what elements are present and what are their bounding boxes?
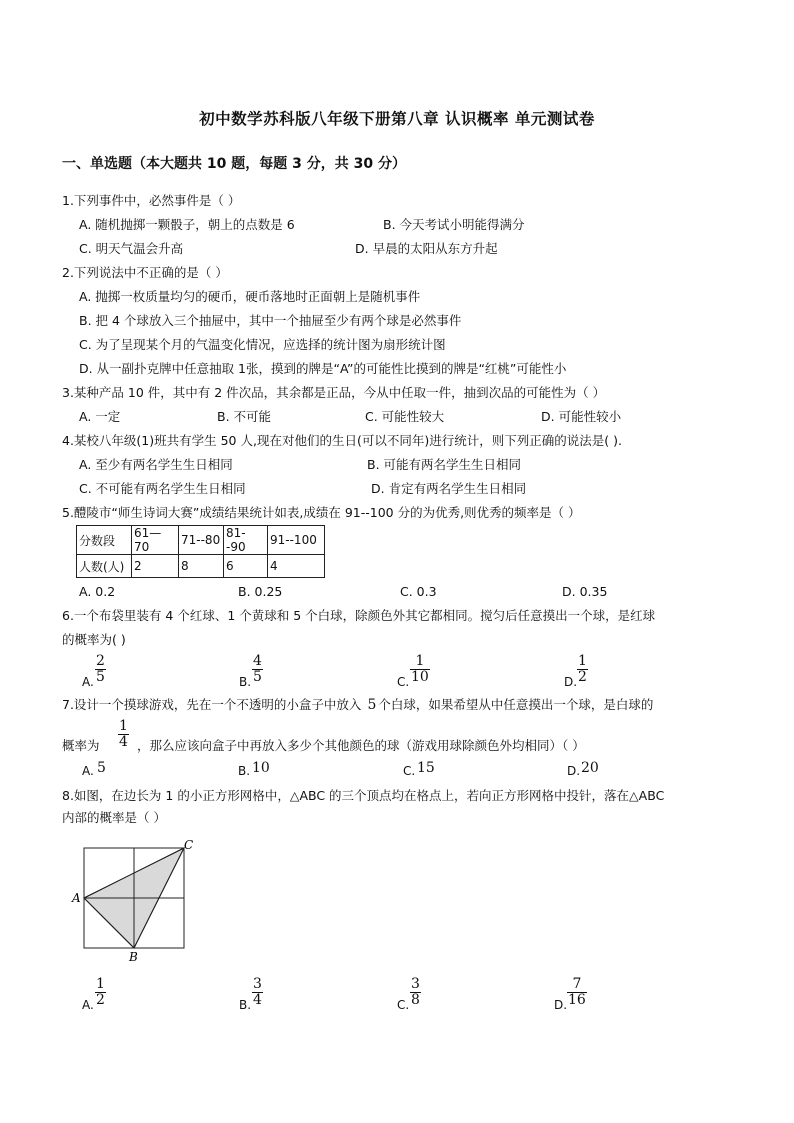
q4-option-d[interactable]: D. 肯定有两名学生生日相同 [371,481,527,496]
q5-option-c[interactable]: C. 0.3 [400,584,437,599]
table-cell: 分数段 [77,526,132,555]
q5-option-d[interactable]: D. 0.35 [562,584,608,599]
q4-stem: 4.某校八年级(1)班共有学生 50 人,现在对他们的生日(可以不同年)进行统计，则下列正确的说法是( ). [62,433,622,448]
table-cell: 人数(人) [77,555,132,578]
section-heading: 一、单选题（本大题共 10 题，每题 3 分，共 30 分） [62,156,406,172]
q7-stem-line2-end: ，那么应该向盒子中再放入多少个其他颜色的球（游戏用球除颜色外均相同）（ ） [137,738,585,753]
fraction-denominator: 4 [119,734,128,750]
q3-option-c[interactable]: C. 可能性较大 [365,409,445,424]
q1-option-a[interactable]: A. 随机抛掷一颗骰子，朝上的点数是 6 [79,217,295,232]
fraction-numerator: 7 [567,977,587,993]
q2-option-c[interactable]: C. 为了呈现某个月的气温变化情况，应选择的统计图为扇形统计图 [79,337,446,352]
q6-option-c-fraction[interactable] [410,654,430,685]
q3-option-a[interactable]: A. 一定 [79,409,121,424]
fraction-denominator: 2 [96,992,105,1008]
q7-stem-text: 个白球，如果希望从中任意摸出一个球，是白球的 [378,697,654,712]
q7-option-a-label[interactable]: A. [82,764,94,778]
q7-option-d-value[interactable]: 20 [581,760,599,776]
q4-option-c[interactable]: C. 不可能有两名学生生日相同 [79,481,246,496]
q6-option-a-label[interactable]: A. [82,675,94,689]
vertex-label-b: B [129,950,138,964]
q2-option-b[interactable]: B. 把 4 个球放入三个抽屉中，其中一个抽屉至少有两个球是必然事件 [79,313,462,328]
q1-option-b[interactable]: B. 今天考试小明能得满分 [383,217,525,232]
q3-stem: 3.某种产品 10 件，其中有 2 件次品，其余都是正品，今从中任取一件，抽到次品的可能性为（ ） [62,385,606,400]
q8-option-c-fraction[interactable] [410,977,421,1008]
q8-option-d-fraction[interactable] [567,977,587,1008]
q6-option-d-label[interactable]: D. [564,675,578,689]
fraction-denominator: 10 [411,669,429,685]
q5-stem: 5.醴陵市“师生诗词大赛”成绩结果统计如表,成绩在 91--100 分的为优秀,则优秀的频率是（ ） [62,505,581,520]
q7-ball-count: 5 [367,697,377,713]
q8-option-b-label[interactable]: B. [239,998,252,1012]
q2-option-d[interactable]: D. 从一副扑克牌中任意抽取 1张，摸到的牌是“A”的可能性比摸到的牌是“红桃”可能性小 [79,361,567,376]
table-cell: 91--100 [268,526,325,555]
q8-option-a-label[interactable]: A. [82,998,94,1012]
q6-stem-line1: 6.一个布袋里装有 4 个红球、1 个黄球和 5 个白球，除颜色外其它都相同。搅匀后任意摸出一个球，是红球 [62,608,656,623]
q7-option-d-label[interactable]: D. [567,764,581,778]
fraction-numerator: 3 [253,976,262,992]
q6-option-c-label[interactable]: C. [397,675,410,689]
fraction-denominator: 4 [253,992,262,1008]
fraction-denominator: 5 [253,669,262,685]
fraction-numerator: 1 [96,976,105,992]
fraction-numerator: 1 [119,718,128,734]
q4-option-b[interactable]: B. 可能有两名学生生日相同 [367,457,522,472]
q7-stem-line2-start: 概率为 [62,738,100,753]
q5-option-a[interactable]: A. 0.2 [79,584,116,599]
table-cell: 71--80 [179,526,224,555]
fraction-numerator: 1 [410,654,430,670]
q8-stem-line1: 8.如图，在边长为 1 的小正方形网格中，△ABC 的三个顶点均在格点上，若向正方形网格中投针，落在△ABC [62,788,665,803]
q7-option-c-value[interactable]: 15 [417,760,435,776]
q7-option-b-label[interactable]: B. [238,764,251,778]
q4-option-a[interactable]: A. 至少有两名学生生日相同 [79,457,233,472]
table-cell: 61—70 [132,526,179,555]
q6-option-b-label[interactable]: B. [239,675,252,689]
q7-stem-line1 [62,697,653,713]
q8-option-b-fraction[interactable] [252,977,263,1008]
q1-option-d[interactable]: D. 早晨的太阳从东方升起 [355,241,498,256]
fraction-denominator: 5 [96,669,105,685]
q7-stem-text: 7.设计一个摸球游戏，先在一个不透明的小盒子中放入 [62,697,362,712]
table-cell: 6 [224,555,268,578]
triangle-grid-figure [66,836,206,968]
table-cell: 2 [132,555,179,578]
page-title: 初中数学苏科版八年级下册第八章 认识概率 单元测试卷 [199,110,595,128]
table-cell: 4 [268,555,325,578]
fraction-denominator: 2 [578,669,587,685]
q7-option-c-label[interactable]: C. [403,764,416,778]
table-cell: 8 [179,555,224,578]
q8-option-c-label[interactable]: C. [397,998,410,1012]
q1-stem: 1.下列事件中，必然事件是（ ） [62,193,241,208]
q6-stem-line2: 的概率为( ) [62,632,126,647]
q6-option-b-fraction[interactable] [252,654,263,685]
table-cell: 81--90 [224,526,268,555]
q8-option-d-label[interactable]: D. [554,998,568,1012]
q8-option-a-fraction[interactable] [95,977,106,1008]
table-row [77,555,325,578]
q1-option-c[interactable]: C. 明天气温会升高 [79,241,184,256]
q7-probability-fraction [118,719,129,750]
q6-option-a-fraction[interactable] [95,654,106,685]
table-row [77,526,325,555]
q2-option-a[interactable]: A. 抛掷一枚质量均匀的硬币，硬币落地时正面朝上是随机事件 [79,289,421,304]
q7-option-a-value[interactable]: 5 [97,760,106,776]
fraction-denominator: 8 [411,992,420,1008]
q7-option-b-value[interactable]: 10 [252,760,270,776]
q3-option-d[interactable]: D. 可能性较小 [541,409,622,424]
score-table [76,525,325,578]
fraction-numerator: 4 [253,653,262,669]
fraction-numerator: 3 [411,976,420,992]
vertex-label-c: C [184,838,194,852]
fraction-numerator: 2 [96,653,105,669]
fraction-denominator: 16 [568,992,586,1008]
q6-option-d-fraction[interactable] [577,654,588,685]
q5-option-b[interactable]: B. 0.25 [238,584,283,599]
fraction-numerator: 1 [578,653,587,669]
q2-stem: 2.下列说法中不正确的是（ ） [62,265,228,280]
q8-stem-line2: 内部的概率是（ ） [62,810,166,825]
vertex-label-a: A [72,891,81,905]
q3-option-b[interactable]: B. 不可能 [217,409,272,424]
